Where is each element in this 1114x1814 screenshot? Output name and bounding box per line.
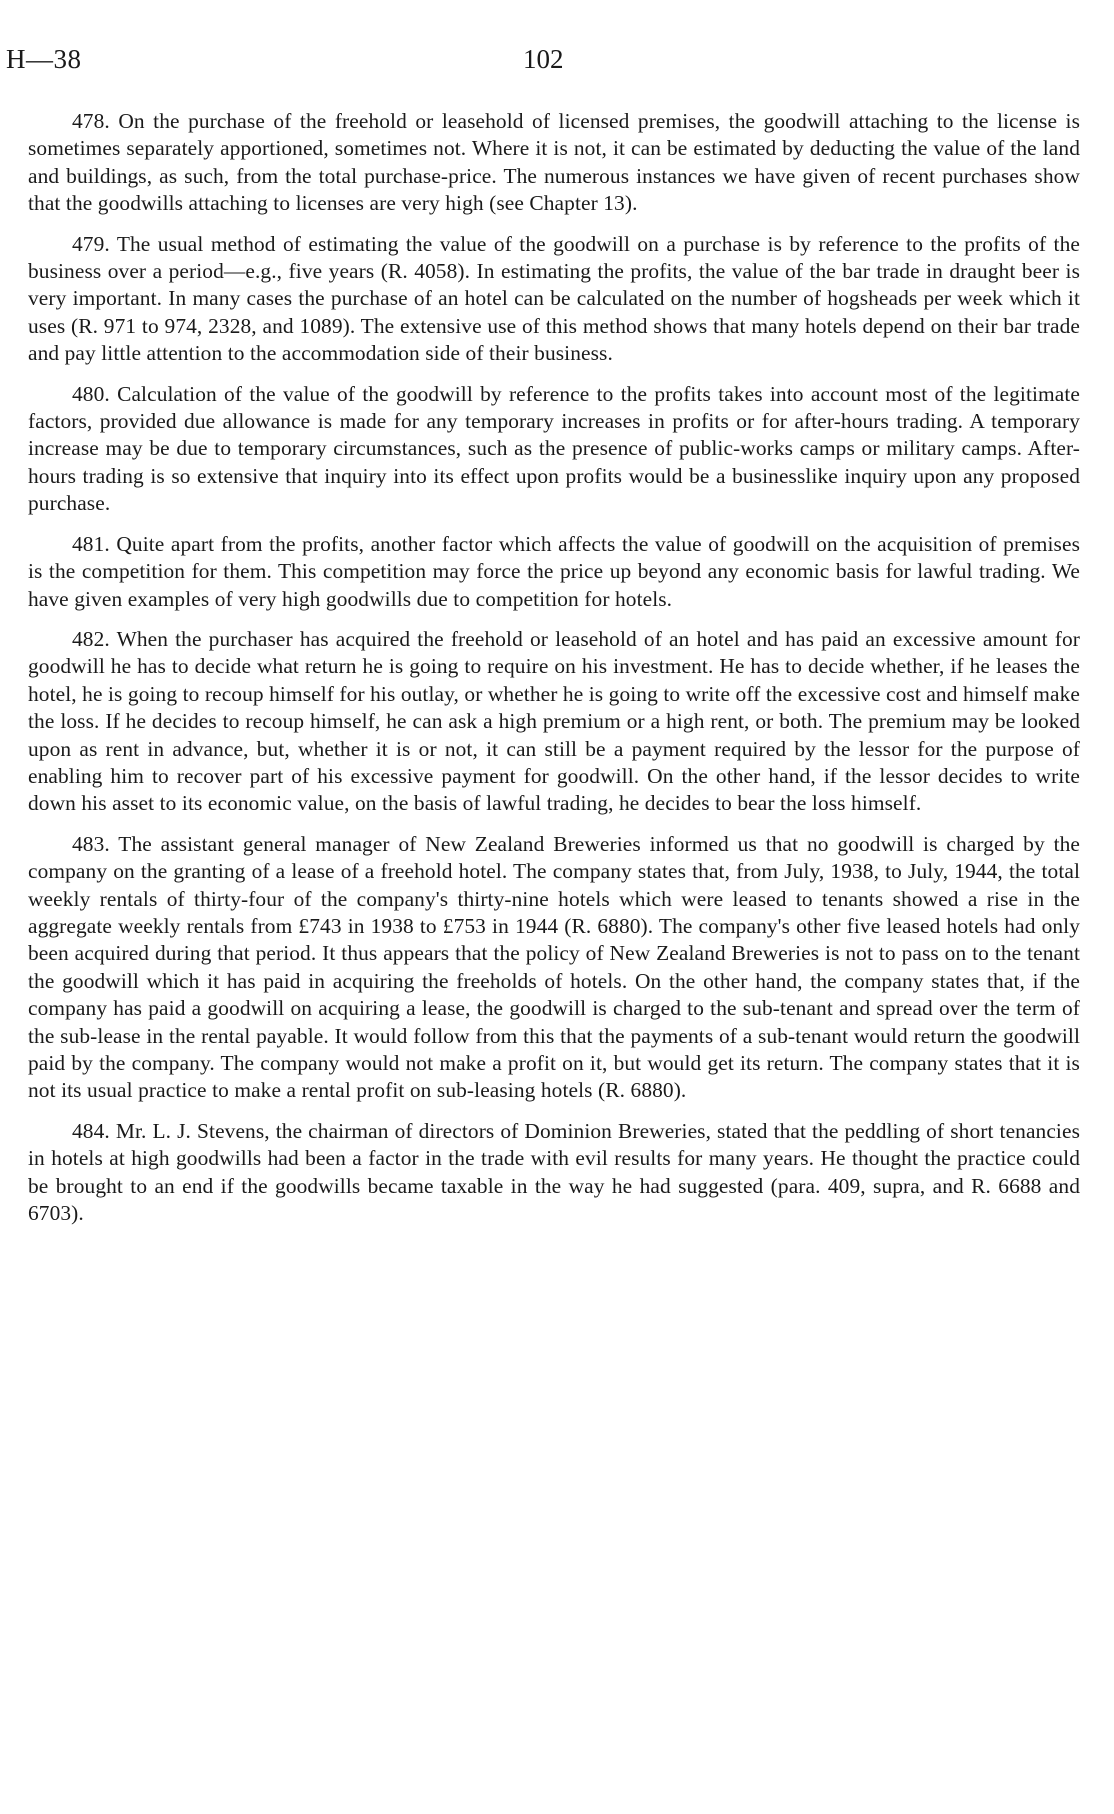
paragraph-479: [28, 231, 1080, 368]
paragraph-text: On the purchase of the freehold or leasehold of licensed premises, the goodwill attaching to the license is sometimes separately apportioned, sometimes not. Where it is not, it can be estimated by deducting the value of the land and buildings, as such, from the total purchase-price. The numerous instances we have given of recent purchases show that the goodwills attaching to licenses are very high (see Chapter 13).: [28, 109, 1081, 216]
paragraph-number: 481.: [72, 531, 110, 556]
paragraph-number: 480.: [72, 381, 110, 406]
paragraph-number: 478.: [72, 109, 110, 133]
paragraph-text: Quite apart from the profits, another factor which affects the value of goodwill on the acquisition of premises is the competition for them. This competition may force the price up beyond any economic basis for lawful trading. We have given examples of very high goodwills due to competition for hotels.: [28, 531, 1080, 611]
paragraph-481: [28, 531, 1080, 613]
document-series-code: H—38: [6, 44, 82, 74]
paragraph-484: [28, 1118, 1080, 1228]
paragraph-478: [28, 108, 1080, 218]
paragraph-number: 484.: [72, 1118, 110, 1143]
paragraph-text: Calculation of the value of the goodwill by reference to the profits takes into account most of the legitimate factors, provided due allowance is made for any temporary increases in profits or for after-hours trading. A temporary increase may be due to temporary circumstances, such as the presence of public-works camps or military camps. After-hours trading is so extensive that inquiry into its effect upon profits would be a businesslike inquiry upon any proposed purchase.: [28, 381, 1080, 516]
paragraph-text: When the purchaser has acquired the freehold or leasehold of an hotel and has paid an excessive amount for goodwill he has to decide what return he is going to require on his investment. He has to decide whether, if he leases the hotel, he is going to recoup himself for his outlay, or whether he is going to write off the excessive cost and himself make the loss. If he decides to recoup himself, he can ask a high premium or a high rent, or both. The premium may be looked upon as rent in advance, but, whether it is or not, it can still be a payment required by the lessor for the purpose of enabling him to recover part of his excessive payment for goodwill. On the other hand, if the lessor decides to write down his asset to its economic value, on the basis of lawful trading, he decides to bear the loss himself.: [28, 626, 1080, 816]
paragraph-480: [28, 381, 1080, 518]
paragraph-text: The assistant general manager of New Zealand Breweries informed us that no goodwill is charged by the company on the granting of a lease of a freehold hotel. The company states that, from July, 1938, to July, 1944, the total weekly rentals of thirty-four of the company's thirty-nine hotels which were leased to tenants showed a rise in the aggregate weekly rentals from £743 in 1938 to £753 in 1944 (R. 6880). The company's other five leased hotels had only been acquired during that period. It thus appears that the policy of New Zealand Breweries is not to pass on to the tenant the goodwill which it has paid in acquiring the freeholds of hotels. On the other hand, the company states that, if the company has paid a goodwill on acquiring a lease, the goodwill is charged to the sub-tenant and spread over the term of the sub-lease in the rental payable. It would follow from this that the payments of a sub-tenant would return the goodwill paid by the company. The company would not make a profit on it, but would get its return. The company states that it is not its usual practice to make a rental profit on sub-leasing hotels (R. 6880).: [28, 831, 1081, 1103]
paragraph-482: [28, 626, 1080, 818]
paragraph-text: The usual method of estimating the value of the goodwill on a purchase is by reference to the profits of the business over a period—e.g., five years (R. 4058). In estimating the profits, the value of the bar trade in draught beer is very important. In many cases the purchase of an hotel can be calculated on the number of hogsheads per week which it uses (R. 971 to 974, 2328, and 1089). The extensive use of this method shows that many hotels depend on their bar trade and pay little attention to the accommodation side of their business.: [28, 231, 1080, 366]
paragraph-text: Mr. L. J. Stevens, the chairman of directors of Dominion Breweries, stated that the peddling of short tenancies in hotels at high goodwills had been a factor in the trade with evil results for many years. He thought the practice could be brought to an end if the goodwills became taxable in the way he had suggested (para. 409, supra, and R. 6688 and 6703).: [28, 1118, 1080, 1226]
paragraph-number: 482.: [72, 626, 110, 651]
document-body: [28, 108, 1080, 1240]
page-number: 102: [523, 44, 564, 74]
paragraph-number: 483.: [72, 831, 110, 856]
paragraph-483: [28, 831, 1080, 1105]
paragraph-number: 479.: [72, 231, 110, 256]
